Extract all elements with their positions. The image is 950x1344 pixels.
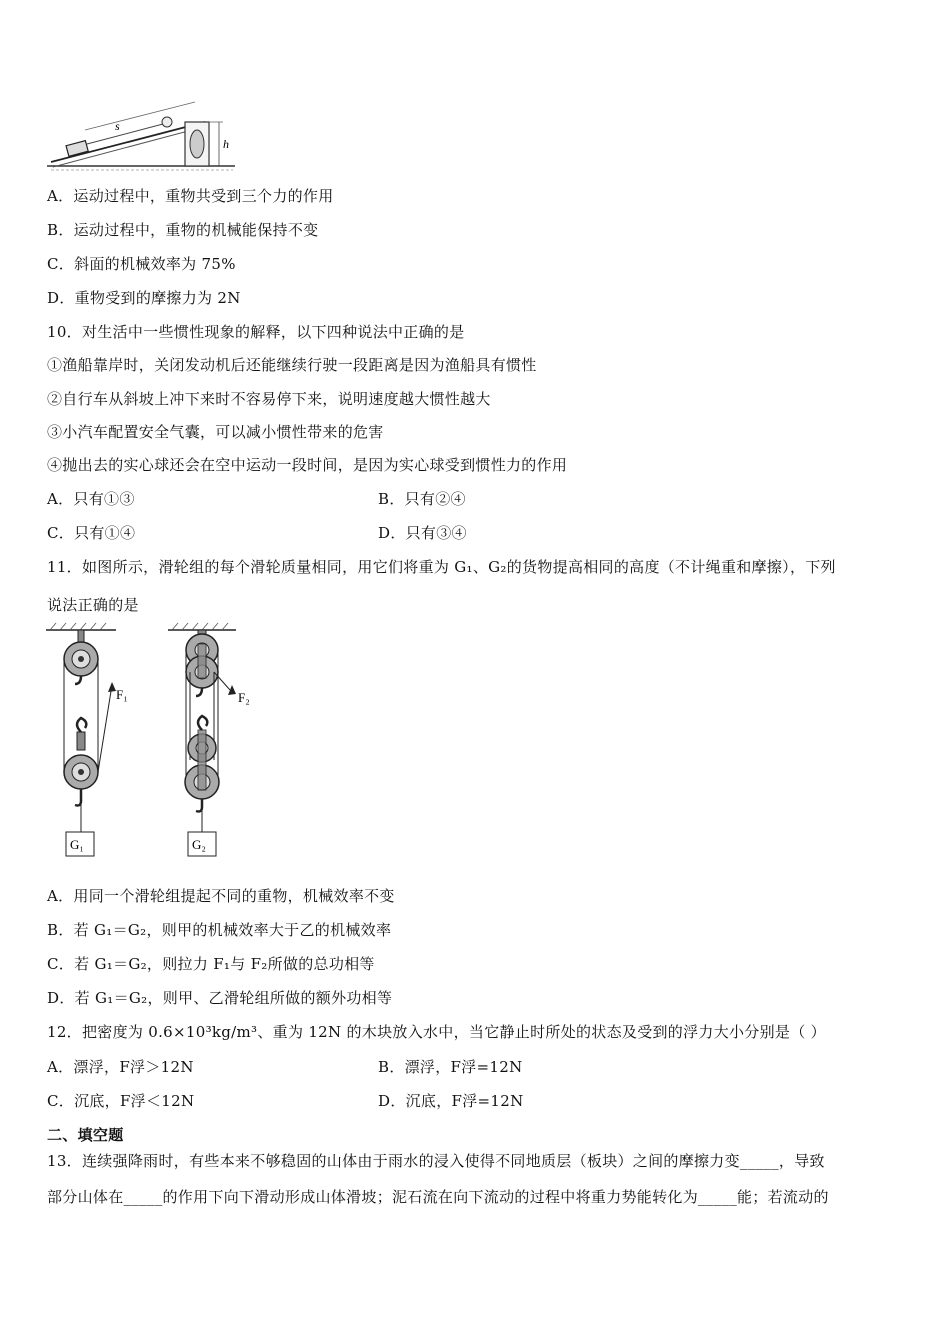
q10-option-a: A．只有①③ (47, 490, 135, 508)
pulley-figure (40, 620, 280, 865)
q11-option-c: C．若 G₁＝G₂，则拉力 F₁与 F₂所做的总功相等 (47, 955, 375, 973)
q9-option-d: D．重物受到的摩擦力为 2N (47, 289, 241, 307)
q10-stem: 10．对生活中一些惯性现象的解释，以下四种说法中正确的是 (47, 323, 465, 341)
q12-option-d: D．沉底，F浮=12N (378, 1092, 524, 1110)
h-label: h (223, 137, 229, 151)
incline-figure (45, 100, 245, 172)
g2-label: G₂ (192, 837, 206, 852)
q13-line2: 部分山体在_____的作用下向下滑动形成山体滑坡；泥石流在向下流动的过程中将重力势能转化为_____能；若流动的 (47, 1188, 829, 1206)
q10-item-2: ②自行车从斜坡上冲下来时不容易停下来，说明速度越大惯性越大 (47, 390, 491, 408)
q11-stem-line1: 11．如图所示，滑轮组的每个滑轮质量相同，用它们将重为 G₁、G₂的货物提高相同的高度（不计绳重和摩擦），下列 (47, 558, 836, 576)
q12-stem: 12．把密度为 0.6×10³kg/m³、重为 12N 的木块放入水中，当它静止时所处的状态及受到的浮力大小分别是（ ） (47, 1023, 826, 1041)
q10-option-c: C．只有①④ (47, 524, 136, 542)
q10-option-d: D．只有③④ (378, 524, 467, 542)
q9-option-b: B．运动过程中，重物的机械能保持不变 (47, 221, 319, 239)
g1-label: G₁ (70, 837, 84, 852)
s-label: s (115, 119, 120, 133)
section-title-fill-in: 二、填空题 (47, 1126, 124, 1144)
q9-option-a: A．运动过程中，重物共受到三个力的作用 (47, 187, 334, 205)
q11-option-b: B．若 G₁＝G₂，则甲的机械效率大于乙的机械效率 (47, 921, 392, 939)
q12-option-a: A．漂浮，F浮＞12N (47, 1058, 194, 1076)
q13-line1: 13．连续强降雨时，有些本来不够稳固的山体由于雨水的浸入使得不同地质层（板块）之间的摩擦力变_____，导致 (47, 1152, 825, 1170)
q11-option-d: D．若 G₁＝G₂，则甲、乙滑轮组所做的额外功相等 (47, 989, 393, 1007)
q11-stem-line2: 说法正确的是 (47, 596, 139, 614)
q9-option-c: C．斜面的机械效率为 75% (47, 255, 236, 273)
f1-label: F₁ (116, 687, 128, 702)
q12-option-c: C．沉底，F浮＜12N (47, 1092, 195, 1110)
q10-option-b: B．只有②④ (378, 490, 466, 508)
q10-item-3: ③小汽车配置安全气囊，可以减小惯性带来的危害 (47, 423, 384, 441)
f2-label: F₂ (238, 690, 250, 705)
q12-option-b: B．漂浮，F浮=12N (378, 1058, 523, 1076)
q10-item-1: ①渔船靠岸时，关闭发动机后还能继续行驶一段距离是因为渔船具有惯性 (47, 356, 537, 374)
q11-option-a: A．用同一个滑轮组提起不同的重物，机械效率不变 (47, 887, 395, 905)
q10-item-4: ④抛出去的实心球还会在空中运动一段时间，是因为实心球受到惯性力的作用 (47, 456, 568, 474)
